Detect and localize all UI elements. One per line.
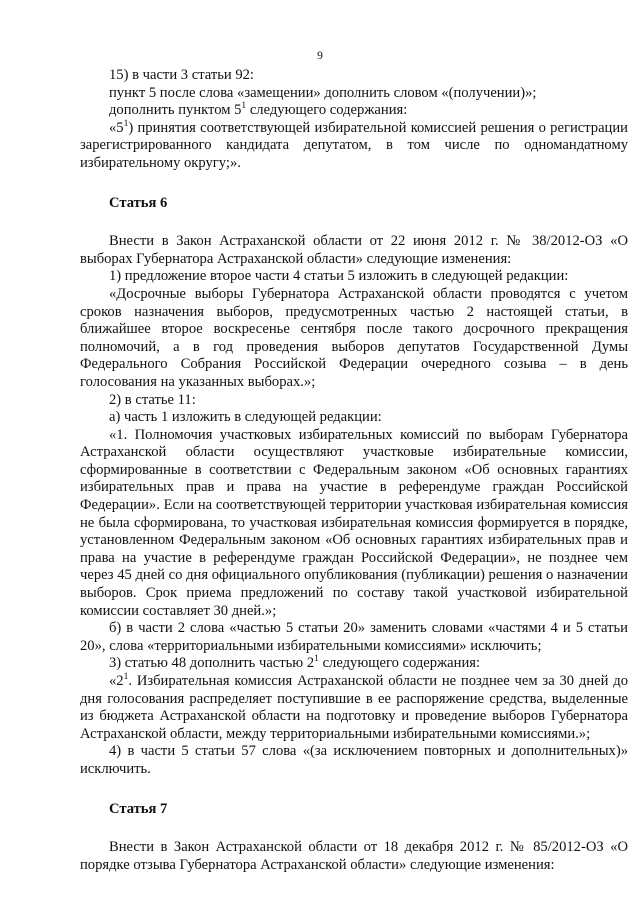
paragraph-point-5: пункт 5 после слова «замещении» дополнить словом «(получении)»; — [109, 84, 537, 101]
superscript-marker: 1 — [123, 672, 129, 683]
paragraph-add-point-tail: следующего содержания: — [246, 102, 408, 119]
paragraph-point-5-1-quote — [80, 120, 628, 173]
paragraph-item-15: 15) в части 3 статьи 92: — [109, 67, 254, 83]
page-number: 9 — [317, 50, 323, 62]
article-6-intro: Внести в Закон Астраханской области от 22 июня 2012 г. № 38/2012-ОЗ «О выборах Губернатора Астраханской области» следующие изменения: — [80, 233, 628, 267]
superscript-marker: 1 — [241, 101, 247, 112]
article-6-item-1-quote: «Досрочные выборы Губернатора Астраханской области проводятся с учетом сроков назначения выборов, предусмотренных частью 2 настоящей статьи, в ближайшее второе воскресенье сентября после такого досрочного прекращения полномочий, а в год проведения выборов депутатов Государственной Думы Федерального Собрания Российской Федерации очередного созыва – в день голосования на указанных выборах.»; — [80, 285, 628, 390]
paragraph-add-point-text: дополнить пунктом 5 — [109, 102, 242, 119]
article-6-item-3-tail: следующего содержания: — [318, 655, 481, 672]
quote-body: ) принятия соответствующей избирательной комиссией решения о регистрации зарегистрированного кандидата депутатом, в том числе по одномандатному избирательному округу;». — [80, 119, 628, 171]
quote-open: «2 — [109, 673, 124, 689]
article-6-heading: Статья 6 — [109, 194, 168, 211]
paragraph-add-point — [80, 102, 628, 120]
superscript-marker: 1 — [314, 654, 319, 665]
article-6-item-2a-quote: «1. Полномочия участковых избирательных комиссий по выборам Губернатора Астраханской области осуществляют участковые избирательные комиссии, сформированные в соответствии с Федеральным законом «Об основных гарантиях избирательных прав и права на участие в референдуме граждан Российской Федерации». Если на соответствующей территории участковая избирательная комиссия не была сформирована, то участковая избирательная комиссия формируется в порядке, установленном Федеральным законом «Об основных гарантиях избирательных прав и права на участие в референдуме граждан Российской Федерации», не позднее чем через 45 дней со дня официального опубликования (публикации) решения о назначении выборов. Срок приема предложений по составу такой участковой избирательной комиссии составляет 30 дней.»; — [80, 426, 628, 619]
article-6-item-3-text: 3) статью 48 дополнить частью 2 — [109, 655, 315, 672]
quote-body: . Избирательная комиссия Астраханской области не позднее чем за 30 дней до дня голосования распределяет поступившие в ее распоряжение средства, выделенные из бюджета Астраханской области на подготовку и проведение выборов Губернатора Астраханской области, между территориальными избирательными комиссиями.»; — [80, 673, 628, 742]
article-6-item-4: 4) в части 5 статьи 57 слова «(за исключением повторных и дополнительных)» исключить. — [80, 743, 628, 777]
article-7-intro: Внести в Закон Астраханской области от 18 декабря 2012 г. № 85/2012-ОЗ «О порядке отзыва Губернатора Астраханской области» следующие изменения: — [80, 839, 628, 873]
article-6-item-2b: б) в части 2 слова «частью 5 статьи 20» заменить словами «частями 4 и 5 статьи 20», слова «территориальными избирательными комиссиями» исключить; — [80, 620, 628, 654]
article-6-item-2: 2) в статье 11: — [109, 391, 196, 408]
document-body — [80, 67, 628, 874]
article-7-heading: Статья 7 — [109, 800, 168, 817]
article-6-item-1: 1) предложение второе части 4 статьи 5 изложить в следующей редакции: — [109, 268, 569, 285]
quote-open: «5 — [109, 119, 124, 136]
superscript-marker: 1 — [123, 118, 129, 129]
article-6-item-3-quote — [80, 673, 628, 743]
article-6-item-3 — [80, 655, 628, 673]
article-6-item-2a: а) часть 1 изложить в следующей редакции: — [109, 409, 382, 426]
